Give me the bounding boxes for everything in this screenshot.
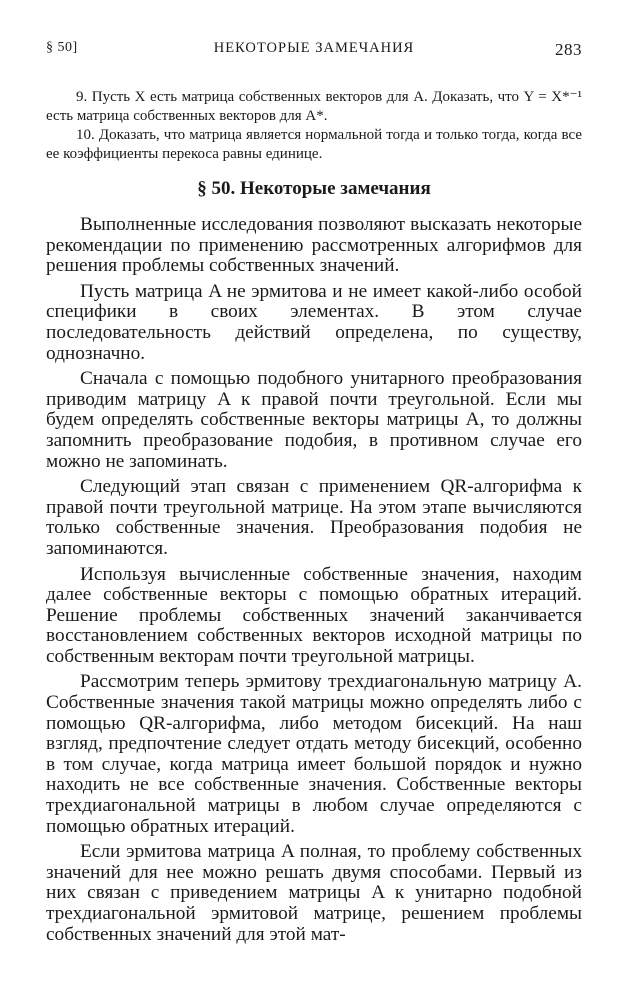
running-head <box>46 40 582 62</box>
exercise-10: 10. Доказать, что матрица является нормальной тогда и только тогда, когда все ее коэффициенты перекоса равны единице. <box>46 127 582 162</box>
exercise-9: 9. Пусть X есть матрица собственных векторов для A. Доказать, что Y = X*⁻¹ есть матрица собственных векторов для A*. <box>46 89 582 124</box>
paragraph: Пусть матрица A не эрмитова и не имеет какой-либо особой специфики в своих элементах. В этом случае последовательность действий определена, по существу, однозначно. <box>46 280 582 364</box>
exercise-list <box>46 88 582 164</box>
paragraph: Если эрмитова матрица A полная, то проблему собственных значений для нее можно решать двумя способами. Первый из них связан с приведением матрицы A к унитарно подобной трехдиагональной эрмитовой матрице, решением проблемы собственных значений для этой мат- <box>46 841 582 945</box>
paragraph: Рассмотрим теперь эрмитову трехдиагональную матрицу A. Собственные значения такой матрицы можно определять либо с помощью QR-алгорифма, либо методом бисекций. На наш взгляд, предпочтение следует отдать методу бисекций, особенно в том случае, когда матрица имеет большой порядок и нужно находить не все собственные значения. Собственные векторы трехдиагональной матрицы в любом случае определяются с помощью обратных итераций. <box>46 671 582 837</box>
page-number: 283 <box>555 40 582 59</box>
paragraph: Следующий этап связан с применением QR-алгорифма к правой почти треугольной матрице. На этом этапе вычисляются только собственные значения. Преобразования подобия не запоминаются. <box>46 476 582 559</box>
paragraph: Выполненные исследования позволяют высказать некоторые рекомендации по применению рассмотренных алгорифмов для решения проблемы собственных значений. <box>46 214 582 277</box>
section-reference: § 50] <box>46 40 78 55</box>
section-heading: § 50. Некоторые замечания <box>197 178 431 199</box>
paragraph: Сначала с помощью подобного унитарного преобразования приводим матрицу A к правой почти треугольной. Если мы будем определять собственные векторы матрицы A, то должны запомнить преобразование подобия, в противном случае его можно не запоминать. <box>46 368 582 472</box>
body-text <box>46 215 582 945</box>
running-title: НЕКОТОРЫЕ ЗАМЕЧАНИЯ <box>213 40 415 56</box>
paragraph: Используя вычисленные собственные значения, находим далее собственные векторы с помощью обратных итераций. Решение проблемы собственных значений заканчивается восстановлением собственных векторов исходной матрицы по собственным векторам почти треугольной матрицы. <box>46 563 582 667</box>
